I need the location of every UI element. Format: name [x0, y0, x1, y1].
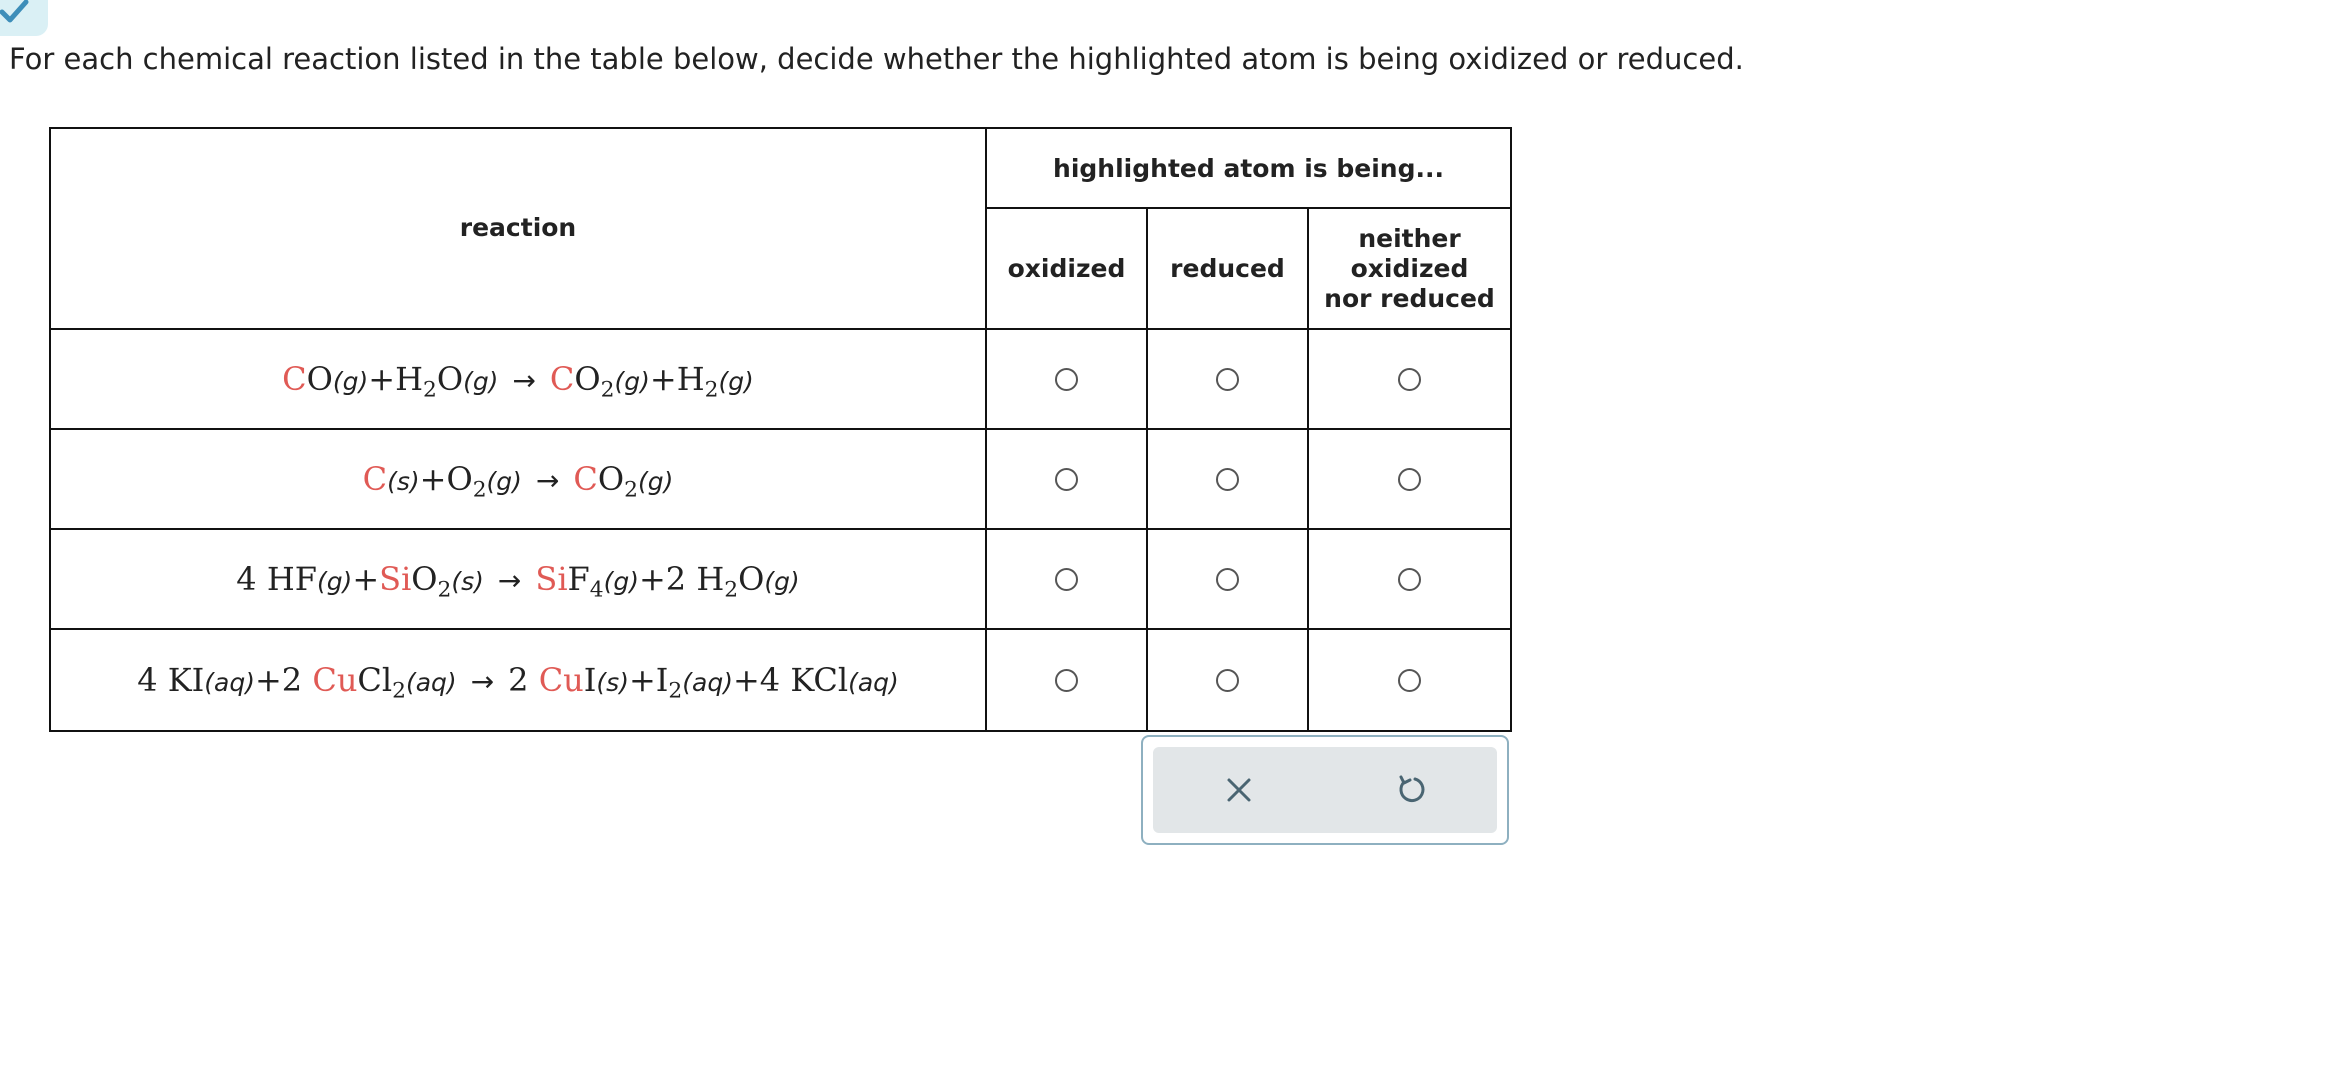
plus-sign: +	[419, 460, 447, 498]
formula-part: O	[411, 560, 438, 598]
phase-label: (g)	[332, 367, 369, 396]
option-cell	[1308, 329, 1511, 429]
subscript: 2	[724, 577, 739, 603]
coefficient: 2	[281, 661, 303, 699]
radio-reduced[interactable]	[1216, 669, 1239, 692]
phase-label: (g)	[603, 567, 639, 596]
formula-part: O	[738, 560, 765, 598]
radio-reduced[interactable]	[1216, 568, 1239, 591]
subscript: 2	[704, 377, 719, 403]
reaction-arrow-icon: →	[497, 564, 522, 597]
phase-label: (g)	[718, 367, 754, 396]
highlighted-atom: Si	[379, 560, 412, 598]
highlighted-atom: C	[573, 460, 598, 498]
formula-part: H	[696, 560, 725, 598]
formula-part: I	[655, 661, 669, 699]
answer-status-badge	[0, 0, 48, 36]
plus-sign: +	[352, 560, 380, 598]
highlighted-atom: Cu	[538, 661, 584, 699]
phase-label: (aq)	[682, 668, 733, 697]
formula-part: O	[597, 460, 625, 498]
reaction-equation	[50, 529, 986, 629]
table-row	[50, 529, 1511, 629]
option-header-reduced: reduced	[1147, 208, 1308, 329]
close-x-icon	[1224, 775, 1254, 805]
phase-label: (g)	[486, 467, 522, 496]
action-bar-inner	[1153, 747, 1497, 833]
formula-part: KCl	[790, 661, 849, 699]
subscript: 2	[472, 477, 487, 503]
phase-label: (s)	[596, 668, 629, 697]
highlighted-atom: C	[549, 360, 575, 398]
formula-part: O	[574, 360, 601, 398]
highlighted-atom: Cu	[312, 661, 358, 699]
plus-sign: +	[638, 560, 666, 598]
option-cell	[1308, 629, 1511, 731]
option-cell	[986, 629, 1147, 731]
formula-part: I	[583, 661, 597, 699]
radio-oxidized[interactable]	[1055, 368, 1078, 391]
subscript: 2	[600, 377, 615, 403]
coefficient: 2	[508, 661, 529, 699]
option-cell	[1147, 629, 1308, 731]
formula-part: KI	[167, 661, 205, 699]
formula-part: Cl	[357, 661, 393, 699]
plus-sign: +	[254, 661, 282, 699]
reaction-column-header: reaction	[50, 128, 986, 329]
coefficient: 4	[137, 661, 158, 699]
radio-neither[interactable]	[1398, 568, 1421, 591]
reaction-arrow-icon: →	[535, 464, 560, 497]
highlighted-atom: C	[282, 360, 307, 398]
formula-part: O	[436, 360, 464, 398]
option-cell	[986, 529, 1147, 629]
table-row	[50, 329, 1511, 429]
option-cell	[1147, 329, 1308, 429]
formula-part: F	[567, 560, 590, 598]
answer-action-bar	[1141, 735, 1509, 845]
subscript: 2	[437, 577, 452, 603]
formula-part: O	[306, 360, 333, 398]
subscript: 2	[422, 377, 437, 403]
question-prompt: For each chemical reaction listed in the table below, decide whether the highlighted atom is being oxidized or reduced.	[9, 42, 1744, 76]
clear-button[interactable]	[1153, 747, 1325, 833]
reaction-table	[49, 127, 1512, 732]
radio-reduced[interactable]	[1216, 468, 1239, 491]
highlighted-atom: Si	[535, 560, 568, 598]
radio-oxidized[interactable]	[1055, 669, 1078, 692]
phase-label: (g)	[614, 367, 650, 396]
radio-neither[interactable]	[1398, 669, 1421, 692]
phase-label: (g)	[316, 567, 353, 596]
formula-part: H	[395, 360, 423, 398]
option-header-neither: neither oxidized nor reduced	[1308, 208, 1511, 329]
subscript: 4	[589, 577, 604, 603]
phase-label: (s)	[451, 567, 484, 596]
reaction-arrow-icon: →	[512, 364, 536, 397]
highlighted-atom: C	[362, 460, 388, 498]
phase-label: (g)	[637, 467, 674, 496]
phase-label: (s)	[387, 467, 420, 496]
table-row	[50, 629, 1511, 731]
undo-button[interactable]	[1325, 747, 1497, 833]
radio-neither[interactable]	[1398, 368, 1421, 391]
coefficient: 4	[236, 560, 257, 598]
option-cell	[1147, 429, 1308, 529]
formula-part: HF	[266, 560, 317, 598]
checkmark-icon	[0, 0, 48, 36]
radio-reduced[interactable]	[1216, 368, 1239, 391]
reaction-arrow-icon: →	[470, 665, 495, 698]
phase-label: (g)	[764, 567, 800, 596]
formula-part: H	[676, 360, 705, 398]
phase-label: (aq)	[204, 668, 255, 697]
option-cell	[1308, 429, 1511, 529]
phase-label: (aq)	[848, 668, 899, 697]
coefficient: 4	[759, 661, 781, 699]
group-header: highlighted atom is being...	[986, 128, 1511, 208]
radio-neither[interactable]	[1398, 468, 1421, 491]
subscript: 2	[668, 678, 683, 704]
reaction-equation	[50, 429, 986, 529]
undo-icon	[1395, 774, 1427, 806]
option-cell	[986, 329, 1147, 429]
reaction-equation	[50, 329, 986, 429]
option-cell	[1147, 529, 1308, 629]
subscript: 2	[392, 678, 406, 704]
option-header-oxidized: oxidized	[986, 208, 1147, 329]
coefficient: 2	[665, 560, 687, 598]
radio-oxidized[interactable]	[1055, 468, 1078, 491]
radio-oxidized[interactable]	[1055, 568, 1078, 591]
plus-sign: +	[628, 661, 656, 699]
subscript: 2	[624, 477, 638, 503]
plus-sign: +	[732, 661, 760, 699]
plus-sign: +	[368, 360, 396, 398]
option-cell	[1308, 529, 1511, 629]
phase-label: (aq)	[405, 668, 457, 697]
reaction-equation	[50, 629, 986, 731]
phase-label: (g)	[463, 367, 499, 396]
formula-part: O	[446, 460, 473, 498]
option-cell	[986, 429, 1147, 529]
table-row	[50, 429, 1511, 529]
plus-sign: +	[649, 360, 677, 398]
